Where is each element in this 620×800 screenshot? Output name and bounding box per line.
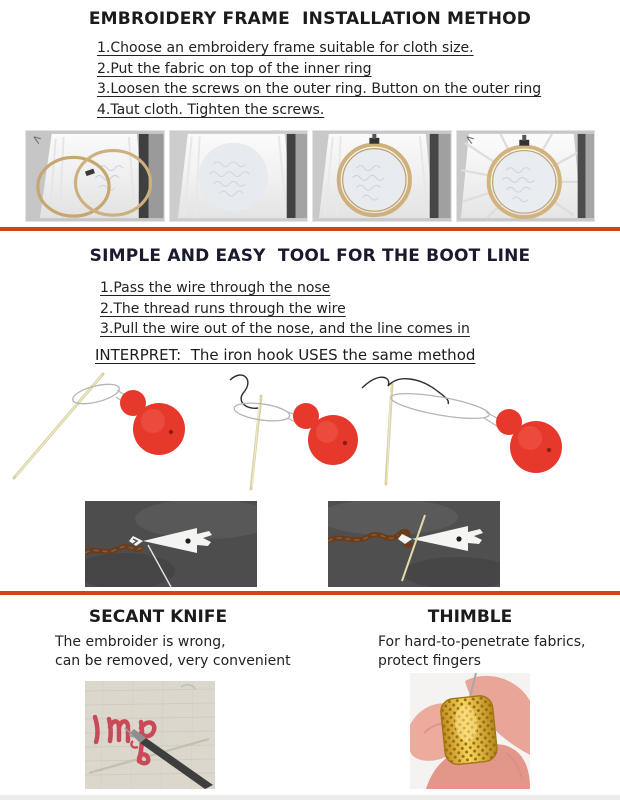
frame-section-title: EMBROIDERY FRAME INSTALLATION METHOD xyxy=(88,9,532,29)
thimble-description xyxy=(378,633,585,671)
threader-step-1: 1.Pass the wire through the nose xyxy=(100,280,331,296)
frame-step-4: 4.Taut cloth. Tighten the screws. xyxy=(97,101,325,118)
two-embroidery-hoops-on-fabric-photo xyxy=(25,130,165,222)
thimble-band xyxy=(440,694,499,765)
secant-knife-desc-line-2: can be removed, very convenient xyxy=(55,652,291,669)
threader-step-3: 3.Pull the wire out of the nose, and the line comes in xyxy=(100,321,470,337)
page-bottom-strip xyxy=(0,795,620,800)
red-threaders-photo-strip xyxy=(0,366,620,491)
thimble-photo-art xyxy=(410,673,530,789)
threader-step-2: 2.The thread runs through the wire xyxy=(100,300,346,317)
seam-ripper-photo-art xyxy=(85,681,215,789)
taut-cloth-tightened-screws-photo xyxy=(456,130,596,222)
thimble-desc-line-2: protect fingers xyxy=(378,652,481,669)
seam-ripper-removing-red-embroidery-photo xyxy=(85,681,215,789)
hoop-tightened-photo-art xyxy=(457,131,595,221)
section-divider-top xyxy=(0,227,620,231)
frame-step-2: 2.Put the fabric on top of the inner ring xyxy=(97,60,372,77)
secant-knife-title: SECANT KNIFE xyxy=(88,606,228,627)
hoop-buttoned-on-outer-ring-photo xyxy=(312,130,452,222)
metal-tool-photo-art-1 xyxy=(85,501,257,587)
secant-knife-desc-line-1: The embroider is wrong, xyxy=(55,633,226,650)
metal-threader-tool-with-thread-photo-2 xyxy=(328,501,500,587)
red-threaders-art xyxy=(0,366,620,491)
frame-steps-list xyxy=(97,38,620,120)
hoop-mounted-photo-art xyxy=(313,131,451,221)
threader-3 xyxy=(362,377,562,484)
frame-step-3: 3.Loosen the screws on the outer ring. Button on the outer ring xyxy=(97,81,542,97)
metal-tool-photo-art-2 xyxy=(328,501,500,587)
fabric-over-inner-ring-photo xyxy=(169,130,309,222)
hoop-photos-row xyxy=(0,130,620,222)
threader-1 xyxy=(14,374,185,478)
metal-threader-tool-with-thread-photo-1 xyxy=(85,501,257,587)
threader-section-title: SIMPLE AND EASY TOOL FOR THE BOOT LINE xyxy=(89,246,531,266)
threader-2 xyxy=(230,375,358,489)
accessories-section xyxy=(0,595,620,800)
metal-tool-photos-row xyxy=(85,501,620,587)
gold-thimble-ring-on-finger-photo xyxy=(410,673,530,789)
frame-step-1: 1.Choose an embroidery frame suitable for cloth size. xyxy=(97,40,474,56)
thimble-desc-line-1: For hard-to-penetrate fabrics, xyxy=(378,633,586,650)
fabric-photo-art xyxy=(170,131,308,221)
threader-steps-list xyxy=(100,278,620,340)
threader-note: INTERPRET: The iron hook USES the same method xyxy=(95,345,476,364)
secant-knife-description xyxy=(55,633,291,671)
hoops-photo-art xyxy=(26,131,164,221)
thimble-title: THIMBLE xyxy=(427,606,513,627)
